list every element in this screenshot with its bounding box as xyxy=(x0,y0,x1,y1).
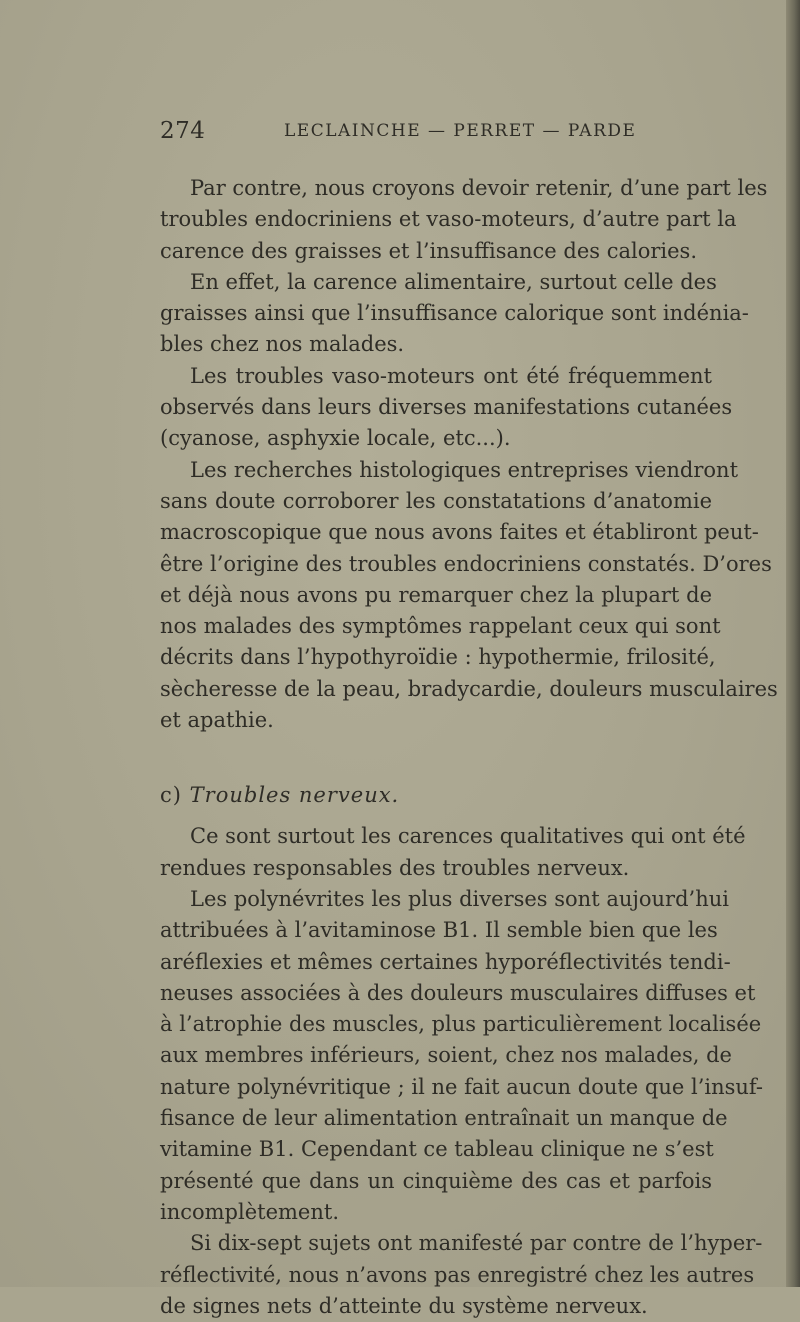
text-line: Les recherches histologiques entreprises viendront xyxy=(190,457,739,482)
text-line: réflectivité, nous n’avons pas enregistré chez les autres xyxy=(160,1262,755,1287)
text-line: macroscopique que nous avons faites et établiront peut- xyxy=(160,520,759,545)
text-line: neuses associées à des douleurs musculaires diffuses et xyxy=(160,980,756,1005)
text-line: fisance de leur alimentation entraînait un manque de xyxy=(160,1106,728,1131)
section-label: c) xyxy=(160,783,182,808)
section-spacer xyxy=(160,736,712,780)
text-line: Les troubles vaso-moteurs ont été fréquemment xyxy=(190,363,712,388)
page-header xyxy=(160,118,720,148)
text-line: Les polynévrites les plus diverses sont aujourd’hui xyxy=(190,886,729,911)
text-line: et déjà nous avons pu remarquer chez la plupart de xyxy=(160,582,712,607)
text-line: sans doute corroborer les constatations d’anatomie xyxy=(160,488,712,513)
text-line: (cyanose, asphyxie locale, etc...). xyxy=(160,426,511,451)
text-line: aux membres inférieurs, soient, chez nos malades, de xyxy=(160,1043,732,1068)
text-line: incomplètement. xyxy=(160,1199,339,1224)
text-line: de signes nets d’atteinte du système nerveux. xyxy=(160,1293,648,1318)
text-line: vitamine B1. Cependant ce tableau clinique ne s’est xyxy=(160,1137,714,1162)
text-line: En effet, la carence alimentaire, surtout celle des xyxy=(190,269,717,294)
paragraph xyxy=(160,1228,763,1322)
paragraph xyxy=(160,267,749,361)
text-line: Par contre, nous croyons devoir retenir, d’une part les xyxy=(190,176,768,200)
text-line: nos malades des symptômes rappelant ceux qui sont xyxy=(160,614,721,639)
text-line: observés dans leurs diverses manifestations cutanées xyxy=(160,395,733,420)
text-line: à l’atrophie des muscles, plus particulièrement localisée xyxy=(160,1012,762,1037)
paragraph xyxy=(160,173,768,267)
paragraph xyxy=(160,361,733,455)
text-line: nature polynévritique ; il ne fait aucun doute que l’insuf- xyxy=(160,1074,764,1099)
running-head: LECLAINCHE — PERRET — PARDE xyxy=(284,121,637,141)
paragraph-group-intro xyxy=(160,173,778,736)
section-heading xyxy=(160,780,712,811)
text-line: présenté que dans un cinquième des cas et parfois xyxy=(160,1168,712,1193)
paragraph-group-section xyxy=(160,821,764,1322)
page-edge-shadow xyxy=(786,0,800,1287)
text-line: graisses ainsi que l’insuffisance calorique sont indénia- xyxy=(160,301,749,326)
text-line: décrits dans l’hypothyroïdie : hypothermie, frilosité, xyxy=(160,645,716,670)
text-line: sècheresse de la peau, bradycardie, douleurs musculaires xyxy=(160,676,778,701)
text-line: rendues responsables des troubles nerveux. xyxy=(160,855,630,880)
text-line: Ce sont surtout les carences qualitatives qui ont été xyxy=(190,824,746,849)
paragraph xyxy=(160,821,746,884)
heading-spacer xyxy=(160,811,712,821)
text-line: attribuées à l’avitaminose B1. Il semble bien que les xyxy=(160,918,718,943)
text-line: et apathie. xyxy=(160,708,274,733)
text-line: troubles endocriniens et vaso-moteurs, d’autre part la xyxy=(160,207,737,232)
page-number: 274 xyxy=(160,118,206,144)
text-line: carence des graisses et l’insuffisance des calories. xyxy=(160,238,698,263)
section-title: Troubles nerveux. xyxy=(189,783,400,808)
text-line: bles chez nos malades. xyxy=(160,332,405,357)
body-text xyxy=(160,173,778,1322)
paragraph xyxy=(160,455,778,737)
paragraph xyxy=(160,884,764,1228)
text-line: être l’origine des troubles endocriniens constatés. D’ores xyxy=(160,551,772,576)
text-line: aréflexies et mêmes certaines hyporéflectivités tendi- xyxy=(160,949,731,974)
text-line: Si dix-sept sujets ont manifesté par contre de l’hyper- xyxy=(190,1231,763,1256)
